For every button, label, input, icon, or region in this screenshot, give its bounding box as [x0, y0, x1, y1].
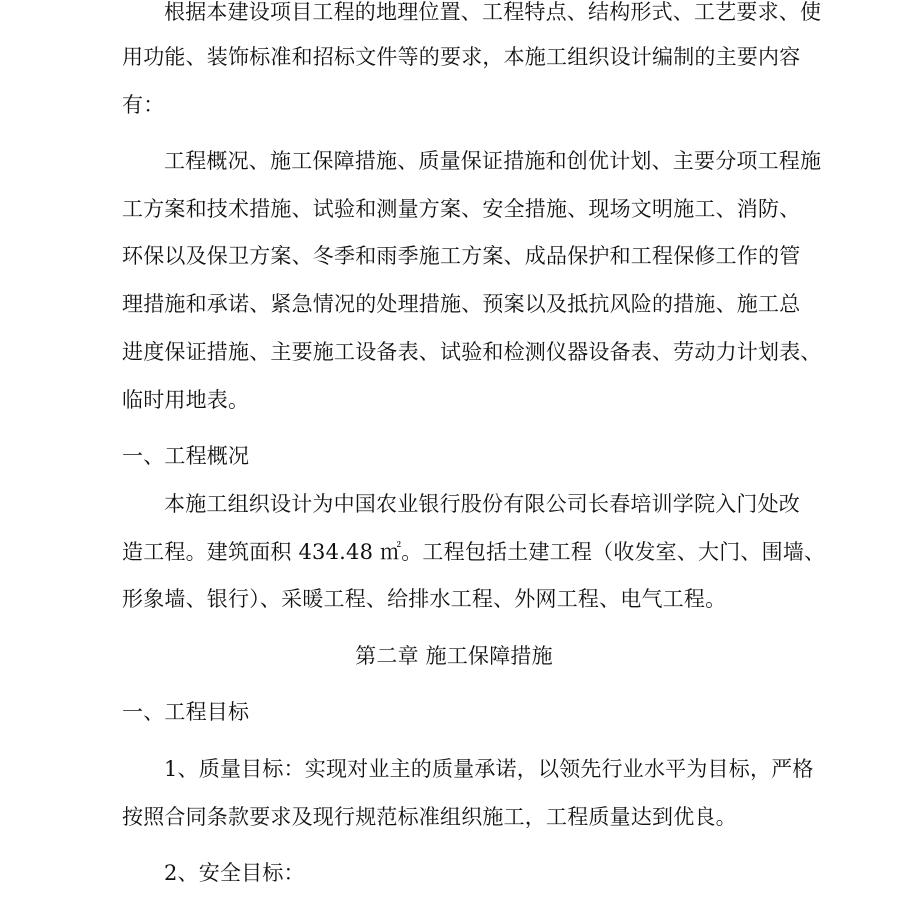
overview-paragraph-line-2: 造工程。建筑面积 434.48 ㎡。工程包括土建工程（收发室、大门、围墙、 — [122, 540, 826, 564]
intro-paragraph-line-3: 有： — [122, 93, 165, 117]
intro-paragraph-line-2: 用功能、装饰标准和招标文件等的要求，本施工组织设计编制的主要内容 — [122, 45, 801, 69]
safety-goal-heading: 2、安全目标： — [164, 861, 305, 885]
quality-goal-line-1: 1、质量目标：实现对业主的质量承诺，以领先行业水平为目标，严格 — [164, 757, 814, 781]
section-heading-project-overview: 一、工程概况 — [122, 444, 250, 468]
section-heading-project-goals: 一、工程目标 — [122, 700, 250, 724]
contents-paragraph-line-1: 工程概况、施工保障措施、质量保证措施和创优计划、主要分项工程施 — [164, 149, 822, 173]
chapter-title: 第二章 施工保障措施 — [355, 644, 553, 668]
contents-paragraph-line-6: 临时用地表。 — [122, 388, 250, 412]
contents-paragraph-line-5: 进度保证措施、主要施工设备表、试验和检测仪器设备表、劳动力计划表、 — [122, 340, 822, 364]
intro-paragraph-line-1: 根据本建设项目工程的地理位置、工程特点、结构形式、工艺要求、使 — [164, 0, 822, 24]
quality-goal-line-2: 按照合同条款要求及现行规范标准组织施工，工程质量达到优良。 — [122, 805, 737, 829]
overview-paragraph-line-3: 形象墙、银行）、采暖工程、给排水工程、外网工程、电气工程。 — [122, 587, 727, 611]
overview-paragraph-line-1: 本施工组织设计为中国农业银行股份有限公司长春培训学院入门处改 — [164, 492, 800, 516]
contents-paragraph-line-3: 环保以及保卫方案、冬季和雨季施工方案、成品保护和工程保修工作的管 — [122, 244, 801, 268]
contents-paragraph-line-2: 工方案和技术措施、试验和测量方案、安全措施、现场文明施工、消防、 — [122, 197, 801, 221]
contents-paragraph-line-4: 理措施和承诺、紧急情况的处理措施、预案以及抵抗风险的措施、施工总 — [122, 292, 801, 316]
